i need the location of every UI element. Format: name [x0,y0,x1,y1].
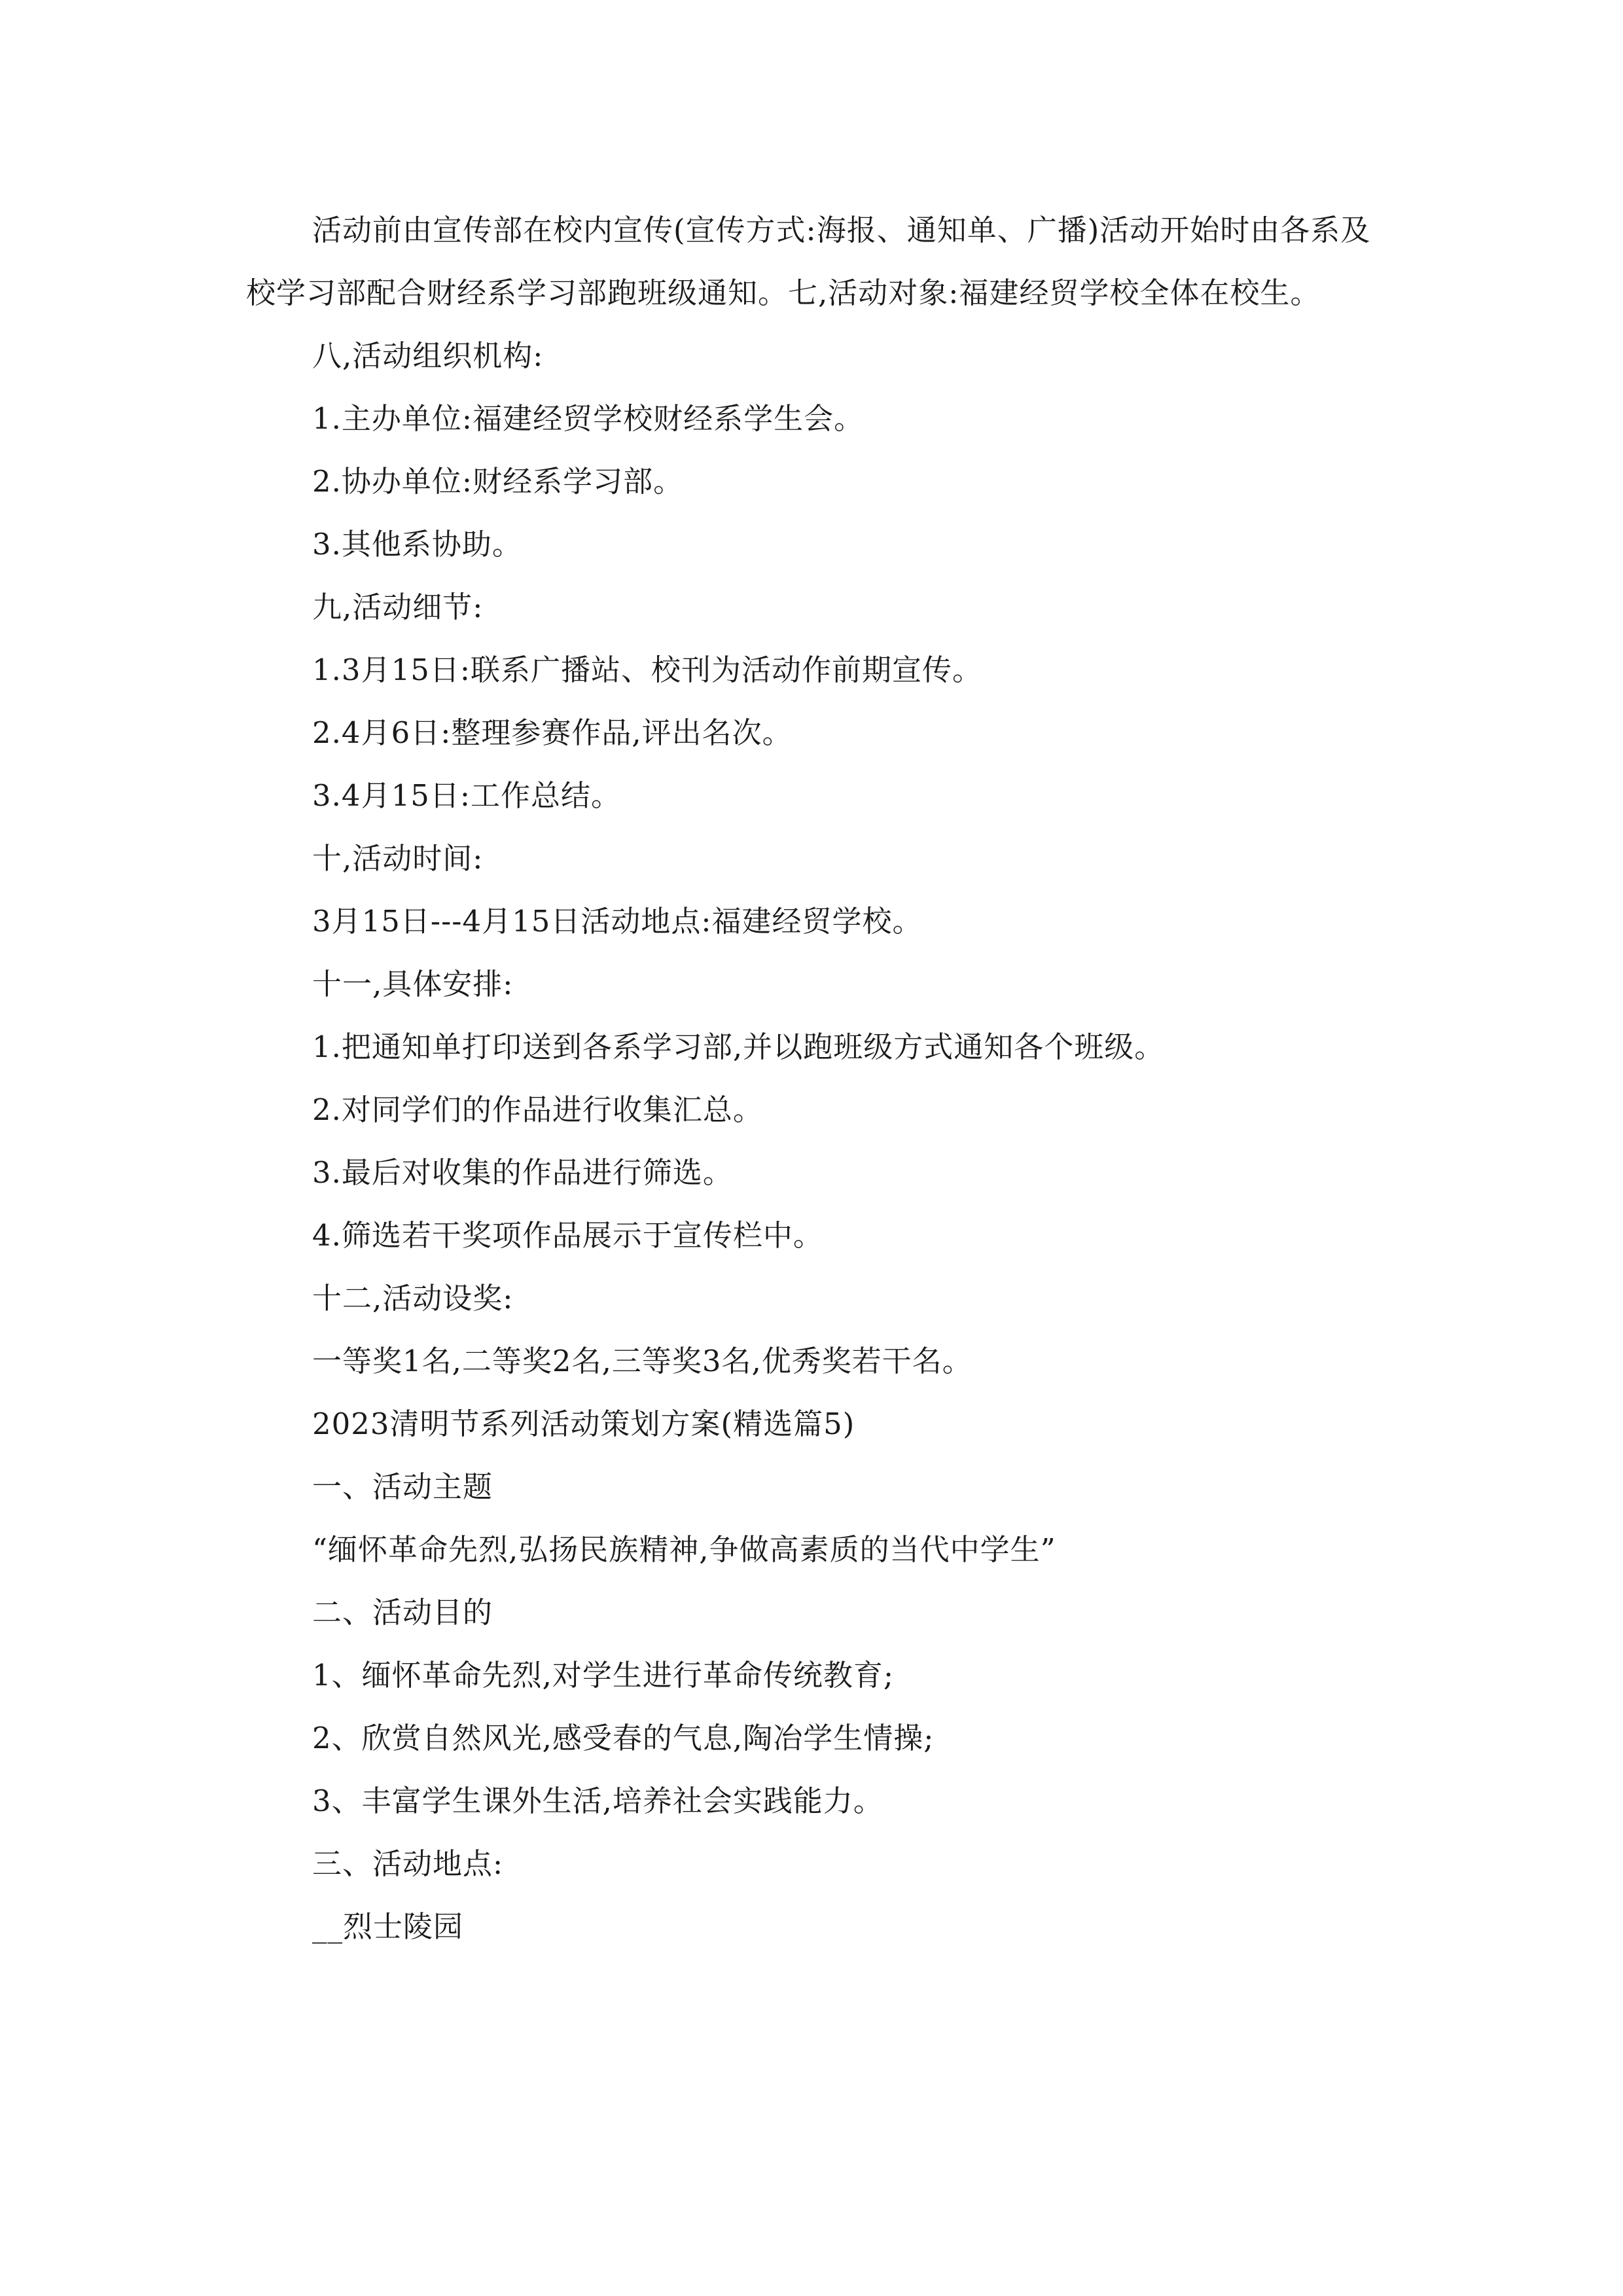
list-item: 1.主办单位:福建经贸学校财经系学生会。 [312,401,865,436]
list-item: 3.其他系协助。 [312,527,522,562]
paragraph-time: 3月15日---4月15日活动地点:福建经贸学校。 [312,904,923,939]
section-heading-location: 三、活动地点: [312,1846,504,1881]
list-item: 2.对同学们的作品进行收集汇总。 [312,1092,763,1127]
section-heading-10: 十,活动时间: [312,841,484,876]
section-heading-12: 十二,活动设奖: [312,1281,514,1316]
paragraph-awards: 一等奖1名,二等奖2名,三等奖3名,优秀奖若干名。 [312,1344,972,1378]
list-item: 1、缅怀革命先烈,对学生进行革命传统教育; [312,1658,895,1693]
paragraph-location: __烈士陵园 [312,1909,464,1944]
paragraph-theme: “缅怀革命先烈,弘扬民族精神,争做高素质的当代中学生” [312,1532,1056,1567]
list-item: 3.4月15日:工作总结。 [312,778,621,813]
list-item: 2、欣赏自然风光,感受春的气息,陶冶学生情操; [312,1721,935,1755]
section-heading-theme: 一、活动主题 [312,1469,493,1504]
list-item: 4.筛选若干奖项作品展示于宣传栏中。 [312,1218,823,1253]
paragraph-intro: 活动前由宣传部在校内宣传(宣传方式:海报、通知单、广播)活动开始时由各系及校学习部配合财经系学习部跑班级通知。七,活动对象:福建经贸学校全体在校生。 [246,213,1371,310]
section-heading-8: 八,活动组织机构: [312,338,544,373]
list-item: 2.协办单位:财经系学习部。 [312,464,684,499]
section-heading-9: 九,活动细节: [312,590,484,624]
document-body [246,199,1385,1958]
section-heading-purpose: 二、活动目的 [312,1595,493,1630]
list-item: 1.把通知单打印送到各系学习部,并以跑班级方式通知各个班级。 [312,1030,1165,1064]
list-item: 3、丰富学生课外生活,培养社会实践能力。 [312,1784,883,1818]
article-title: 2023清明节系列活动策划方案(精选篇5) [312,1407,855,1441]
section-heading-11: 十一,具体安排: [312,967,514,1001]
list-item: 1.3月15日:联系广播站、校刊为活动作前期宣传。 [312,653,982,687]
list-item: 2.4月6日:整理参赛作品,评出名次。 [312,715,793,750]
list-item: 3.最后对收集的作品进行筛选。 [312,1155,733,1190]
